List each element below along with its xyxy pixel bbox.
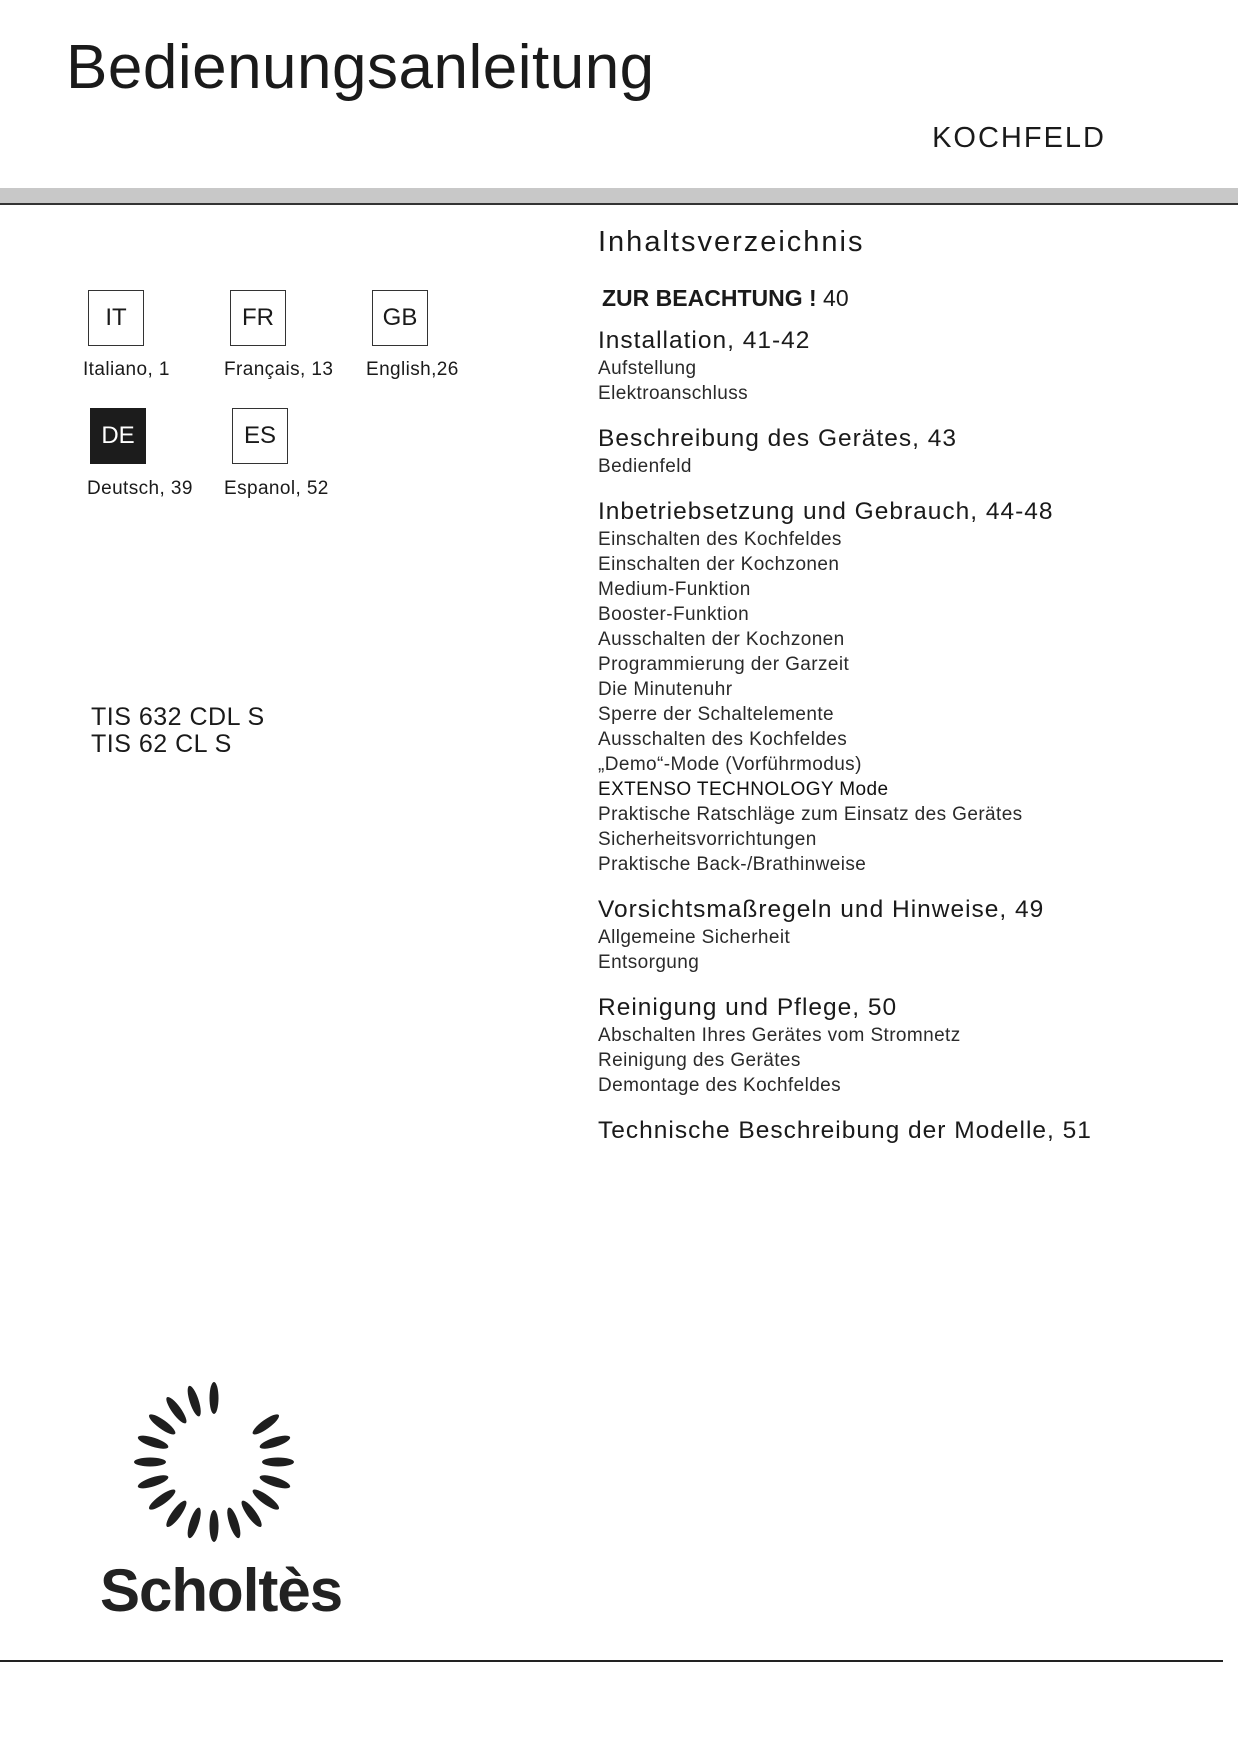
lang-label-gb: English,26 [366, 359, 459, 380]
toc-item[interactable]: Praktische Ratschläge zum Einsatz des Gerätes [598, 804, 1023, 825]
sun-burst-icon [128, 1376, 300, 1548]
toc-item[interactable]: Medium-Funktion [598, 579, 751, 600]
toc-item[interactable]: Allgemeine Sicherheit [598, 927, 791, 948]
toc-heading[interactable]: Installation, 41-42 [598, 327, 811, 354]
toc-item[interactable]: Aufstellung [598, 358, 697, 379]
toc-item[interactable]: EXTENSO TECHNOLOGY Mode [598, 779, 889, 800]
toc-section-cleaning [598, 993, 1218, 1098]
lang-label-de: Deutsch, 39 [87, 478, 193, 499]
brand-logo [100, 1376, 343, 1624]
toc-section-description [598, 424, 1218, 479]
toc-note [598, 285, 1218, 312]
model-list [91, 704, 265, 758]
toc-item[interactable]: Einschalten der Kochzonen [598, 554, 840, 575]
header-band [0, 188, 1238, 203]
toc-item[interactable]: Booster-Funktion [598, 604, 750, 625]
model-number: TIS 632 CDL S [91, 703, 265, 731]
toc-item[interactable]: Einschalten des Kochfeldes [598, 529, 842, 550]
toc-note-label: ZUR BEACHTUNG ! [602, 285, 817, 311]
toc-item[interactable]: Reinigung des Gerätes [598, 1050, 801, 1071]
toc-item[interactable]: „Demo“-Mode (Vorführmodus) [598, 754, 862, 775]
lang-box-es[interactable]: ES [232, 408, 288, 464]
toc-heading[interactable]: Beschreibung des Gerätes, 43 [598, 425, 957, 452]
header-divider [0, 203, 1238, 205]
toc-section-technical [598, 1116, 1218, 1146]
toc-heading[interactable]: Inbetriebsetzung und Gebrauch, 44-48 [598, 498, 1054, 525]
sun-petal [163, 1498, 189, 1529]
toc-heading[interactable]: Technische Beschreibung der Modelle, 51 [598, 1117, 1092, 1144]
toc-item[interactable]: Ausschalten des Kochfeldes [598, 729, 848, 750]
sun-petal [185, 1506, 203, 1539]
toc-item[interactable]: Ausschalten der Kochzonen [598, 629, 845, 650]
sun-petal [134, 1458, 166, 1467]
product-type: KOCHFELD [932, 122, 1106, 154]
toc-heading[interactable]: Reinigung und Pflege, 50 [598, 994, 898, 1021]
table-of-contents [598, 226, 1218, 1164]
toc-section-usage [598, 497, 1218, 877]
lang-box-fr[interactable]: FR [230, 290, 286, 346]
sun-petal [147, 1487, 178, 1513]
sun-petal [250, 1487, 281, 1513]
sun-petal [136, 1473, 169, 1491]
lang-box-it[interactable]: IT [88, 290, 144, 346]
sun-petal [210, 1382, 219, 1414]
toc-note-page: 40 [816, 285, 849, 311]
toc-item[interactable]: Die Minutenuhr [598, 679, 733, 700]
sun-petal [239, 1498, 265, 1529]
toc-item[interactable]: Sperre der Schaltelemente [598, 704, 835, 725]
toc-section-installation [598, 326, 1218, 406]
toc-title: Inhaltsverzeichnis [598, 226, 865, 258]
sun-petal [250, 1411, 281, 1437]
sun-petal [185, 1384, 203, 1417]
lang-label-it: Italiano, 1 [83, 359, 170, 380]
toc-item[interactable]: Programmierung der Garzeit [598, 654, 850, 675]
toc-item[interactable]: Bedienfeld [598, 456, 692, 477]
toc-item[interactable]: Elektroanschluss [598, 383, 749, 404]
lang-label-fr: Français, 13 [224, 359, 334, 380]
lang-box-de[interactable]: DE [90, 408, 146, 464]
toc-item[interactable]: Praktische Back-/Brathinweise [598, 854, 867, 875]
document-title: Bedienungsanleitung [66, 33, 655, 102]
sun-petal [147, 1411, 178, 1437]
toc-item[interactable]: Sicherheitsvorrichtungen [598, 829, 817, 850]
brand-name: Scholtès [100, 1557, 343, 1624]
sun-petal [258, 1433, 291, 1451]
sun-petal [163, 1395, 189, 1426]
footer-divider [0, 1660, 1223, 1662]
sun-petal [136, 1433, 169, 1451]
sun-petal [210, 1510, 219, 1542]
toc-item[interactable]: Entsorgung [598, 952, 700, 973]
toc-section-safety [598, 895, 1218, 975]
sun-petal [225, 1506, 243, 1539]
lang-box-gb[interactable]: GB [372, 290, 428, 346]
toc-heading[interactable]: Vorsichtsmaßregeln und Hinweise, 49 [598, 896, 1045, 923]
lang-label-es: Espanol, 52 [224, 478, 329, 499]
sun-petal [262, 1458, 294, 1467]
sun-petal [258, 1473, 291, 1491]
model-number: TIS 62 CL S [91, 730, 232, 758]
toc-item[interactable]: Demontage des Kochfeldes [598, 1075, 842, 1096]
toc-item[interactable]: Abschalten Ihres Gerätes vom Stromnetz [598, 1025, 961, 1046]
